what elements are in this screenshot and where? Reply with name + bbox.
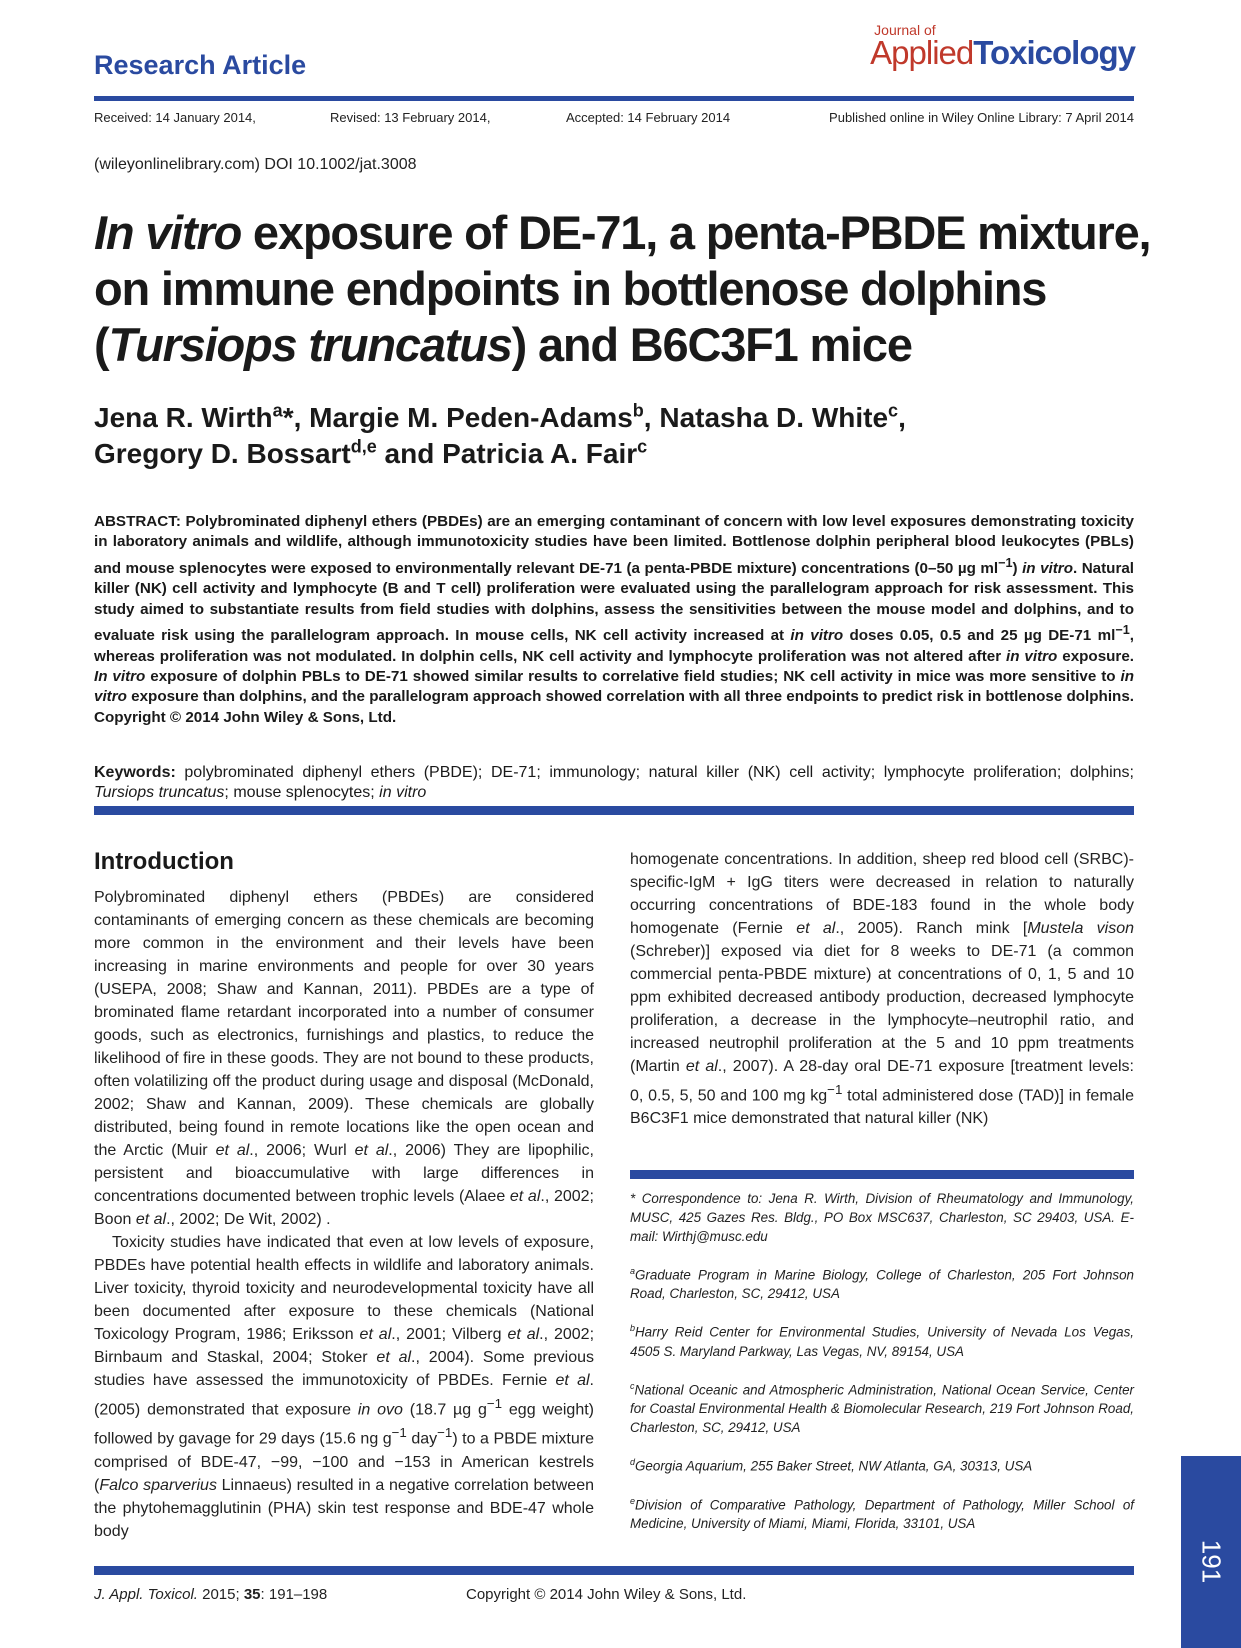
right-column <box>630 848 1134 1130</box>
journal-of-text: Journal of <box>874 22 936 38</box>
keywords-italic: Tursiops truncatus <box>94 784 225 801</box>
revised-date: Revised: 13 February 2014, <box>330 110 491 125</box>
body-italic: et al <box>507 1326 540 1343</box>
body-sup: −1 <box>437 1425 453 1441</box>
abstract-text: exposure of dolphin PBLs to DE-71 showed similar results to correlative field studies; NK cell activity in mice was more sensitive to <box>145 667 1121 685</box>
corresponding-mark: *, <box>282 402 302 433</box>
body-text: ., 2002; De Wit, 2002) . <box>166 1211 331 1228</box>
affiliation-note <box>630 1319 1134 1360</box>
title-line-2: on immune endpoints in bottlenose dolphins <box>94 262 1047 315</box>
body-text: day <box>406 1430 438 1448</box>
section-heading-introduction: Introduction <box>94 848 234 875</box>
journal-name-applied: Applied <box>870 34 974 71</box>
body-text: egg weight) followed by gavage for 29 days (15.6 ng g <box>94 1401 595 1448</box>
body-italic: et al <box>359 1326 392 1343</box>
body-text: ., 2004). Some previous studies have assessed the immunotoxicity of PBDEs. Fernie <box>94 1349 594 1389</box>
affiliation-note <box>630 1492 1134 1533</box>
body-text: Polybrominated diphenyl ethers (PBDEs) are considered contaminants of emerging concern as these chemicals are becoming more common in the environment and their levels have been increasing in marine environments and people for over 30 years (USEPA, 2008; Shaw and Kannan, 2011). PBDEs are a type of brominated flame retardant incorporated into a number of consumer goods, such as electronics, furnishings and plastics, to reduce the likelihood of fire in these goods. They are not bound to these products, often volatilizing off the product during usage and disposal (McDonald, 2002; Shaw and Kannan, 2009). These chemicals are globally distributed, being found in remote locations like the open ocean and the Arctic (Muir <box>94 889 594 1159</box>
paragraph <box>94 1231 594 1543</box>
affiliation-text: Georgia Aquarium, 255 Baker Street, NW Atlanta, GA, 30313, USA <box>635 1458 1033 1474</box>
title-line-3: ) and B6C3F1 mice <box>511 318 912 371</box>
citation-journal: J. Appl. Toxicol. <box>94 1586 198 1603</box>
body-text: ., 2006; Wurl <box>249 1142 355 1159</box>
author-affiliation: b <box>632 400 644 421</box>
body-text: ., 2005). Ranch mink [ <box>835 920 1028 937</box>
abstract-italic: in vitro <box>1006 647 1058 665</box>
abstract-text: , whereas proliferation was not modulated. In dolphin cells, NK cell activity and lymphocyte proliferation was not altered after <box>94 627 1134 665</box>
journal-name <box>870 36 1135 69</box>
abstract-sup: −1 <box>1115 623 1130 638</box>
author-name: Gregory D. Bossart <box>94 438 351 469</box>
body-text: (Schreber)] exposed via diet for 8 weeks to DE-71 (a common commercial penta-PBDE mixture) at concentrations of 0, 1, 5 and 10 ppm exhibited decreased antibody production, decreased lymphocyte proliferation, a decrease in the lymphocyte–neutrophil ratio, and increased neutrophil proliferation at the 5 and 10 ppm treatments (Martin <box>630 943 1134 1075</box>
body-italic: et al <box>796 920 836 937</box>
affiliation-text: Division of Comparative Pathology, Department of Pathology, Miller School of Medicine, University of Miami, Miami, Florida, 33101, USA <box>630 1497 1134 1532</box>
author-name: Jena R. Wirth <box>94 402 273 433</box>
keywords <box>94 763 1134 803</box>
author-name: Margie M. Peden-Adams <box>301 402 633 433</box>
keywords-text: ; mouse splenocytes; <box>224 784 380 801</box>
footnotes <box>630 1189 1134 1549</box>
body-italic: et al <box>376 1349 412 1366</box>
author-name: Natasha D. White <box>651 402 889 433</box>
footnote-rule <box>630 1170 1134 1179</box>
author-affiliation: c <box>888 400 899 421</box>
received-date: Received: 14 January 2014, <box>94 110 256 125</box>
title-italic-1: In vitro <box>94 206 242 259</box>
paragraph <box>94 886 594 1231</box>
abstract-text: ) <box>1012 559 1023 577</box>
body-italic: et al <box>555 1372 590 1389</box>
keywords-text: polybrominated diphenyl ethers (PBDE); DE-71; immunology; natural killer (NK) cell activity; lymphocyte proliferation; dolphins; <box>175 764 1134 781</box>
body-sup: −1 <box>827 1082 843 1097</box>
title-line-1: exposure of DE-71, a penta-PBDE mixture, <box>241 206 1151 259</box>
body-italic: Falco sparverius <box>99 1476 217 1494</box>
affiliation-mark: c <box>630 1380 635 1391</box>
abstract-italic: in vitro <box>790 627 844 645</box>
body-text: ., 2002; Birnbaum and Staskal, 2004; Stoker <box>94 1326 595 1366</box>
citation-pages: : 191–198 <box>260 1586 328 1603</box>
published-date: Published online in Wiley Online Library: 7 April 2014 <box>829 110 1134 125</box>
author-list <box>94 400 1144 472</box>
abstract-italic: in vitro <box>1022 559 1073 577</box>
author-affiliation: c <box>637 436 648 457</box>
author-separator: , <box>643 402 652 433</box>
footer-rule <box>94 1566 1134 1575</box>
body-text: ., 2006) They are lipophilic, persistent and bioaccumulative with large differences in concentrations documented between trophic levels (Alaee <box>94 1142 594 1205</box>
body-text: ) to a PBDE mixture comprised of BDE-47, −99, −100 and −153 in American kestrels ( <box>94 1430 594 1494</box>
affiliation-text: National Oceanic and Atmospheric Administration, National Ocean Service, Center for Coastal Environmental Health & Biomolecular Research, 219 Fort Johnson Road, Charleston, SC, 29412, USA <box>630 1382 1134 1436</box>
body-italic: Mustela vison <box>1027 920 1134 937</box>
page-number: 191 <box>1196 1539 1227 1584</box>
article-title <box>94 205 1154 373</box>
body-text: Linnaeus) resulted in a negative correlation between the phytohemagglutinin (PHA) skin test response and BDE-47 whole body <box>94 1476 594 1540</box>
header-rule <box>94 96 1134 101</box>
body-text: Toxicity studies have indicated that even at low levels of exposure, PBDEs have potential health effects in wildlife and laboratory animals. Liver toxicity, thyroid toxicity and neurodevelopmental toxicity have all been documented after exposure to these chemicals (National Toxicology Program, 1986; Eriksson <box>94 1234 594 1343</box>
abstract-italic: In vitro <box>94 667 146 685</box>
abstract-text: ABSTRACT: Polybrominated diphenyl ethers (PBDEs) are an emerging contaminant of concern with low level exposures demonstrating toxicity in laboratory animals and wildlife, although immunotoxicity studies have been limited. Bottlenose dolphin peripheral blood leukocytes (PBLs) and mouse splenocytes were exposed to environmentally relevant DE-71 (a penta-PBDE mixture) concentrations (0–50 µg ml <box>94 513 1134 577</box>
affiliation-note <box>630 1453 1134 1475</box>
abstract-text: exposure. <box>1057 647 1134 665</box>
citation-volume: 35 <box>243 1586 261 1603</box>
author-separator: , <box>898 402 906 433</box>
body-italic: in ovo <box>357 1401 403 1419</box>
body-italic: et al <box>685 1058 718 1075</box>
body-text: ., 2002; Boon <box>94 1188 595 1228</box>
citation-year: 2015; <box>197 1586 244 1603</box>
paragraph <box>630 848 1134 1130</box>
page-number-tab <box>1181 1456 1241 1648</box>
left-column <box>94 886 594 1543</box>
abstract-text: doses 0.05, 0.5 and 25 µg DE-71 ml <box>843 627 1116 645</box>
footer-copyright: Copyright © 2014 John Wiley & Sons, Ltd. <box>466 1586 747 1603</box>
affiliation-mark: e <box>630 1495 636 1506</box>
affiliation-note <box>630 1262 1134 1303</box>
keywords-label: Keywords: <box>94 764 176 781</box>
title-open-paren: ( <box>94 318 109 371</box>
journal-name-toxicology: Toxicology <box>973 34 1135 71</box>
affiliation-mark: b <box>630 1323 636 1334</box>
article-type-label: Research Article <box>94 50 307 80</box>
body-text: ., 2007). A 28-day oral DE-71 exposure [treatment levels: 0, 0.5, 5, 50 and 100 mg kg <box>630 1058 1134 1105</box>
abstract-text: . Natural killer (NK) cell activity and lymphocyte (B and T cell) proliferation were evaluated using the parallelogram approach for risk assessment. This study aimed to substantiate results from field studies with dolphins, assess the sensitivities between the mouse model and dolphins, and to evaluate risk using the parallelogram approach. In mouse cells, NK cell activity increased at <box>94 559 1135 645</box>
body-text: . (2005) demonstrated that exposure <box>94 1372 594 1419</box>
body-italic: et al <box>354 1142 389 1159</box>
body-text: (18.7 µg g <box>402 1401 487 1419</box>
abstract <box>94 512 1134 728</box>
affiliation-text: Graduate Program in Marine Biology, College of Charleston, 205 Fort Johnson Road, Charleston, SC, 29412, USA <box>630 1267 1134 1302</box>
correspondence-note: * Correspondence to: Jena R. Wirth, Division of Rheumatology and Immunology, MUSC, 425 Gazes Res. Bldg., PO Box MSC637, Charleston, SC 29403, USA. E-mail: Wirthj@musc.edu <box>630 1191 1134 1244</box>
abstract-rule <box>94 806 1134 815</box>
abstract-text: exposure than dolphins, and the parallelogram approach showed correlation with all three endpoints to predict risk in bottlenose dolphins. Copyright © 2014 John Wiley & Sons, Ltd. <box>94 688 1134 726</box>
affiliation-note <box>630 1377 1134 1437</box>
body-sup: −1 <box>486 1396 503 1411</box>
affiliation-mark: a <box>630 1266 636 1276</box>
affiliation-mark: d <box>630 1457 636 1468</box>
body-italic: et al <box>135 1211 167 1228</box>
author-affiliation: d,e <box>350 436 377 457</box>
journal-logo <box>870 22 1135 69</box>
body-text: homogenate concentrations. In addition, sheep red blood cell (SRBC)-specific-IgM + IgG titers were decreased in relation to naturally occurring concentrations of BDE-183 found in the whole body homogenate (Fernie <box>630 851 1134 937</box>
body-sup: −1 <box>391 1425 407 1441</box>
doi-line: (wileyonlinelibrary.com) DOI 10.1002/jat.3008 <box>94 156 417 173</box>
accepted-date: Accepted: 14 February 2014 <box>566 110 731 125</box>
journal-citation <box>94 1586 327 1603</box>
keywords-italic: in vitro <box>379 784 427 801</box>
abstract-italic: in vitro <box>94 667 1134 706</box>
affiliation-text: Harry Reid Center for Environmental Studies, University of Nevada Los Vegas, 4505 S. Maryland Parkway, Las Vegas, NV, 89154, USA <box>630 1324 1134 1359</box>
abstract-sup: −1 <box>998 555 1013 570</box>
body-text: ., 2001; Vilberg <box>391 1326 508 1343</box>
body-italic: et al <box>509 1188 541 1205</box>
body-italic: et al <box>215 1142 250 1159</box>
author-name: and Patricia A. Fair <box>376 438 638 469</box>
body-text: total administered dose (TAD)] in female B6C3F1 mice demonstrated that natural killer (NK) <box>630 1087 1134 1128</box>
title-species: Tursiops truncatus <box>108 318 512 371</box>
author-affiliation: a <box>272 400 283 421</box>
